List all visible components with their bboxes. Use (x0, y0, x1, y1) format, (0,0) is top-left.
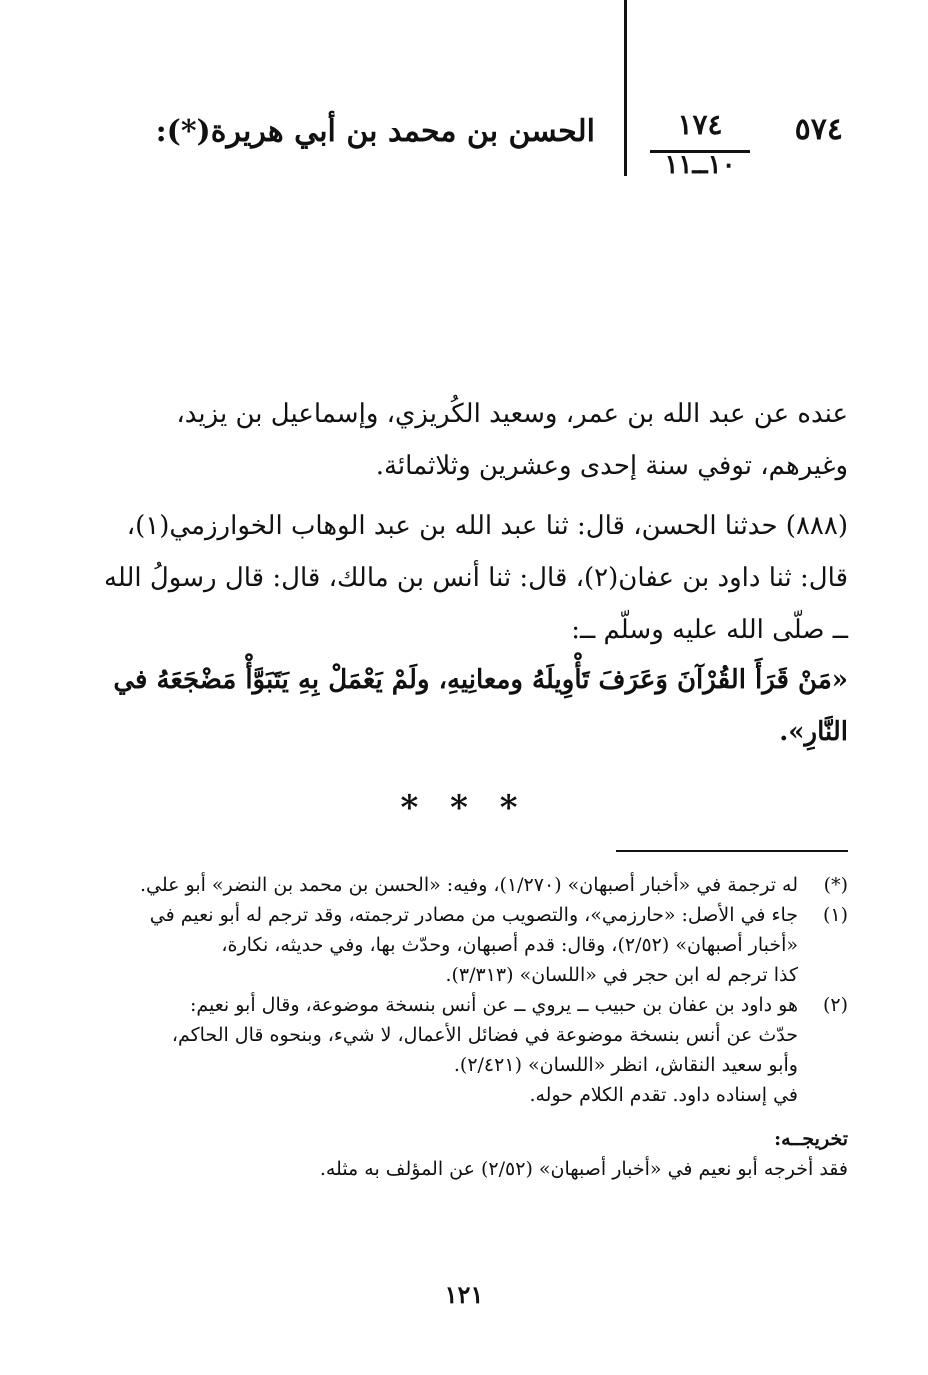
takhrij-text: فقد أخرجه أبو نعيم في «أخبار أصبهان» (٢/٥٢) عن المؤلف به مثله. (319, 1158, 848, 1180)
footnote-marker: (١) (822, 904, 848, 926)
takhrij-heading: تخريجــه: (774, 1128, 848, 1150)
footnote-line (150, 1050, 848, 1080)
page-number: ١٢١ (444, 1280, 484, 1309)
footnote-text: في إسناده داود. تقدم الكلام حوله. (529, 1084, 798, 1106)
footnote-line (150, 990, 848, 1020)
body-line: ــ صلّى الله عليه وسلّم ــ: (571, 615, 848, 645)
footnote-text: كذا ترجم له ابن حجر في «اللسان» (٣/٣١٣). (445, 964, 798, 986)
body-line: عنده عن عبد الله بن عمر، وسعيد الكُريزي، وإسماعيل بن يزيد، (176, 399, 848, 429)
footnote-text: «أخبار أصبهان» (٢/٥٢)، وقال: قدم أصبهان، وحدّث بها، وفي حديثه، نكارة، (221, 934, 798, 956)
footnote-line (150, 930, 848, 960)
footnote-line (150, 900, 848, 930)
section-separator: * * * (400, 788, 528, 828)
footnote-text: حدّث عن أنس بنسخة موضوعة في فضائل الأعمال، لا شيء، وبنحوه قال الحاكم، (171, 1024, 798, 1046)
footnote-line (150, 960, 848, 990)
footnote-marker: (*) (823, 874, 848, 896)
entry-number: ٥٧٤ (794, 112, 843, 147)
footnote-marker: (٢) (822, 994, 848, 1016)
footnote-text: هو داود بن عفان بن حبيب ــ يروي ــ عن أنس بنسخة موضوعة، وقال أبو نعيم: (189, 994, 798, 1016)
footnotes (139, 870, 848, 1184)
body-line: وغيرهم، توفي سنة إحدى وعشرين وثلاثمائة. (375, 451, 848, 481)
footnote-text: له ترجمة في «أخبار أصبهان» (١/٢٧٠)، وفيه: «الحسن بن محمد بن النضر» أبو علي. (139, 874, 798, 896)
entry-title: الحسن بن محمد بن أبي هريرة(*): (155, 114, 595, 149)
footnote-text: وأبو سعيد النقاش، انظر «اللسان» (٢/٤٢١). (453, 1054, 798, 1076)
body-paragraph-1 (140, 388, 848, 492)
hadith-count-top: ١٧٤ (677, 108, 723, 141)
footnote-line (150, 1080, 848, 1110)
header-divider (624, 0, 627, 176)
body-line: «مَنْ قَرَأَ القُرْآنَ وَعَرَفَ تَأْوِيلَهُ ومعانِيهِ، ولَمْ يَعْمَلْ بِهِ يَتَبَوَّأْ مَضْجَعَهُ في (113, 665, 848, 695)
body-line: (٨٨٨) حدثنا الحسن، قال: ثنا عبد الله بن عبد الوهاب الخوارزمي(١)، (126, 511, 848, 541)
hadith-chain (103, 500, 848, 656)
hadith-range-bottom: ١٠ــ١١ (664, 150, 736, 180)
body-line: النَّارِ». (779, 717, 848, 747)
footnote-line (150, 1020, 848, 1050)
footnote-rule (616, 850, 848, 852)
body-line: قال: ثنا داود بن عفان(٢)، قال: ثنا أنس بن مالك، قال: قال رسولُ الله (103, 563, 848, 593)
hadith-text (113, 654, 848, 758)
footnote-line (139, 870, 848, 900)
footnote-text: جاء في الأصل: «حارزمي»، والتصويب من مصادر ترجمته، وقد ترجم له أبو نعيم في (149, 904, 798, 926)
